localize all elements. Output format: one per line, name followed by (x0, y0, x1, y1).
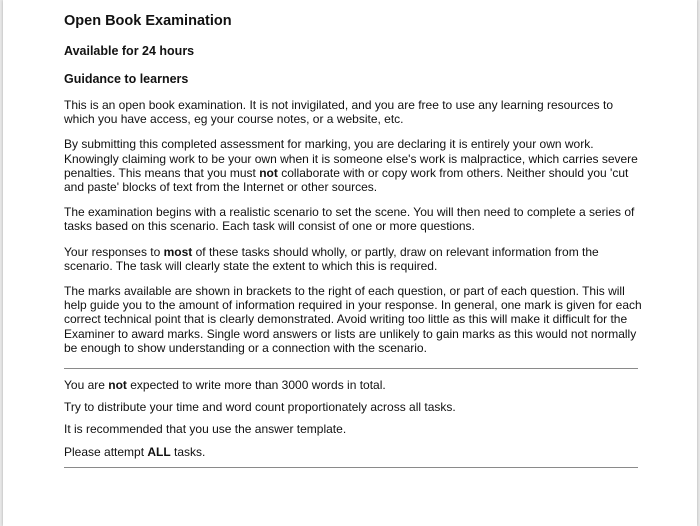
document-content (64, 12, 644, 477)
rule-word-limit-bold: not (108, 378, 127, 393)
divider-top (64, 368, 638, 369)
paragraph-open-book: This is an open book examination. It is not invigilated, and you are free to use any learning resources to which you have access, eg your course notes, or a website, etc. (64, 98, 613, 127)
rule-attempt-all (64, 445, 644, 459)
paragraph-declaration (64, 137, 644, 194)
paragraph-declaration-text-a: By submitting this completed assessment for marking, you are declaring it is entirely your own work. Knowingly claiming work to be your own when it is someone else's work is malpractice, which carries severe penalties. This means that you must (64, 137, 638, 180)
paragraph-scenario: The examination begins with a realistic scenario to set the scene. You will then need to complete a series of tasks based on this scenario. Each task will consist of one or more questions. (64, 205, 635, 234)
rule-answer-template: It is recommended that you use the answer template. (64, 422, 347, 437)
rule-word-limit (64, 378, 644, 392)
rule-word-limit-text-b: expected to write more than 3000 words in total. (126, 378, 386, 393)
paragraph-responses-bold: most (163, 244, 193, 259)
paragraph-marks: The marks available are shown in brackets to the right of each question, or part of each question. This will help guide you to the amount of information required in your response. In general, one mark is given for each correct technical point that is clearly demonstrated. Avoid writing too little as this will make it difficult for the Examiner to award marks. Single word answers or lists are unlikely to gain marks as this would not normally be enough to show understanding or a connection with the scenario. (64, 284, 642, 355)
guidance-heading: Guidance to learners (64, 72, 189, 86)
paragraph-declaration-bold: not (259, 165, 278, 180)
rule-word-limit-text-a: You are (64, 378, 109, 393)
document-page (3, 0, 697, 526)
paragraph-responses-text-b: of these tasks should wholly, or partly, draw on relevant information from the scenario. The task will clearly state the extent to which this is required. (64, 244, 599, 273)
rule-distribute-time: Try to distribute your time and word count proportionately across all tasks. (64, 400, 456, 415)
paragraph-responses (64, 245, 644, 273)
divider-bottom (64, 467, 638, 468)
rule-attempt-all-bold: ALL (147, 444, 171, 459)
paragraph-declaration-text-b: collaborate with or copy work from others. Neither should you 'cut and paste' blocks of text from the Internet or other sources. (64, 165, 629, 195)
availability-heading: Available for 24 hours (64, 44, 195, 58)
rule-attempt-all-text-a: Please attempt (64, 444, 148, 459)
page-title: Open Book Examination (64, 13, 232, 29)
rule-attempt-all-text-b: tasks. (170, 444, 206, 459)
paragraph-responses-text-a: Your responses to (64, 244, 164, 259)
